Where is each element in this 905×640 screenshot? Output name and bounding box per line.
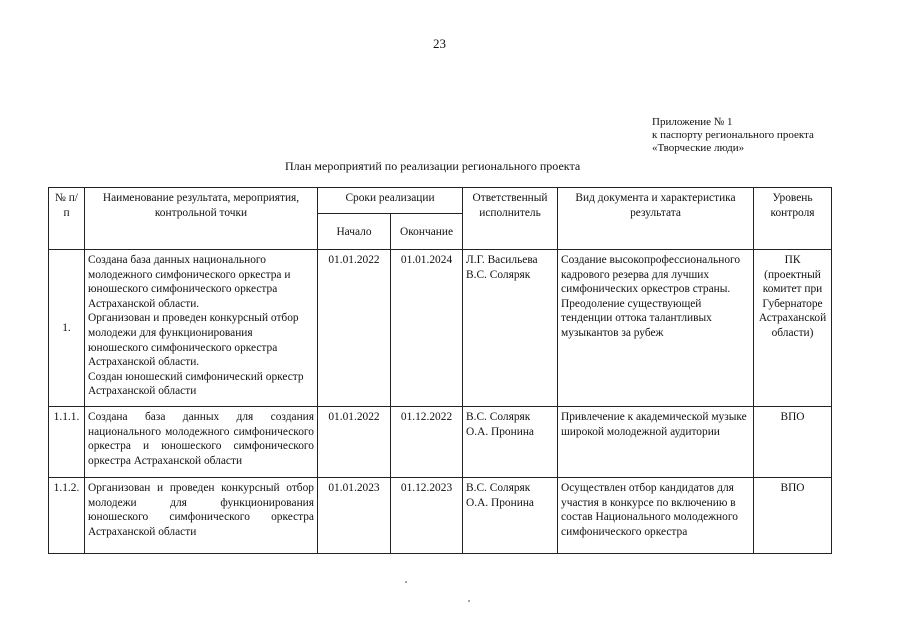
row-document: Привлечение к академической музыке широкой молодежной аудитории	[558, 407, 754, 478]
row-name: Создана база данных для создания национального молодежного симфонического оркестра и юношеского симфонического оркестра Астраханской области	[85, 407, 318, 478]
row-num: 1.1.1.	[49, 407, 85, 478]
row-end: 01.12.2022	[391, 407, 463, 478]
header-responsible: Ответственный исполнитель	[463, 188, 558, 250]
table-row	[49, 250, 832, 407]
row-level: ВПО	[754, 478, 832, 554]
plan-title: План мероприятий по реализации регионального проекта	[285, 159, 581, 173]
table-row	[49, 478, 832, 554]
header-name: Наименование результата, мероприятия, контрольной точки	[85, 188, 318, 250]
header-end: Окончание	[391, 214, 463, 250]
header-level: Уровень контроля	[754, 188, 832, 250]
row-end: 01.01.2024	[391, 250, 463, 407]
row-level: ПК (проектный комитет при Губернаторе Астраханской области)	[754, 250, 832, 407]
appendix-line: к паспорту регионального проекта	[652, 129, 814, 141]
row-start: 01.01.2022	[318, 407, 391, 478]
header-terms: Сроки реализации	[318, 188, 463, 214]
row-responsible: Л.Г. Васильева В.С. Соляряк	[463, 250, 558, 407]
row-document: Осуществлен отбор кандидатов для участия в конкурсе по включению в состав Национального молодежного симфонического оркестра	[558, 478, 754, 554]
row-num: 1.	[49, 250, 85, 407]
row-name: Создана база данных национального молодежного симфонического оркестра и юношеского симфонического оркестра Астраханской области. Организован и проведен конкурсный отбор молодежи для функционирования юношеского симфонического оркестра Астраханской области. Создан юношеский симфонический оркестр Астраханской области	[85, 250, 318, 407]
header-start: Начало	[318, 214, 391, 250]
page-number: 23	[433, 36, 446, 51]
row-start: 01.01.2023	[318, 478, 391, 554]
scan-speck	[468, 600, 470, 602]
scan-speck	[405, 581, 407, 583]
table-row	[49, 407, 832, 478]
header-num: № п/п	[49, 188, 85, 250]
row-name: Организован и проведен конкурсный отбор молодежи для функционирования юношеского симфонического оркестра Астраханской области	[85, 478, 318, 554]
row-end: 01.12.2023	[391, 478, 463, 554]
row-document: Создание высокопрофессионального кадрового резерва для лучших симфонических оркестров страны. Преодоление существующей тенденции оттока талантливых музыкантов за рубеж	[558, 250, 754, 407]
appendix-line: «Творческие люди»	[652, 142, 745, 154]
row-responsible: В.С. Соляряк О.А. Пронина	[463, 407, 558, 478]
row-responsible: В.С. Соляряк О.А. Пронина	[463, 478, 558, 554]
row-num: 1.1.2.	[49, 478, 85, 554]
header-row	[49, 188, 832, 214]
plan-table	[48, 187, 832, 554]
header-document: Вид документа и характеристика результата	[558, 188, 754, 250]
row-start: 01.01.2022	[318, 250, 391, 407]
appendix-line: Приложение № 1	[652, 116, 733, 128]
row-level: ВПО	[754, 407, 832, 478]
appendix-note	[652, 116, 814, 155]
